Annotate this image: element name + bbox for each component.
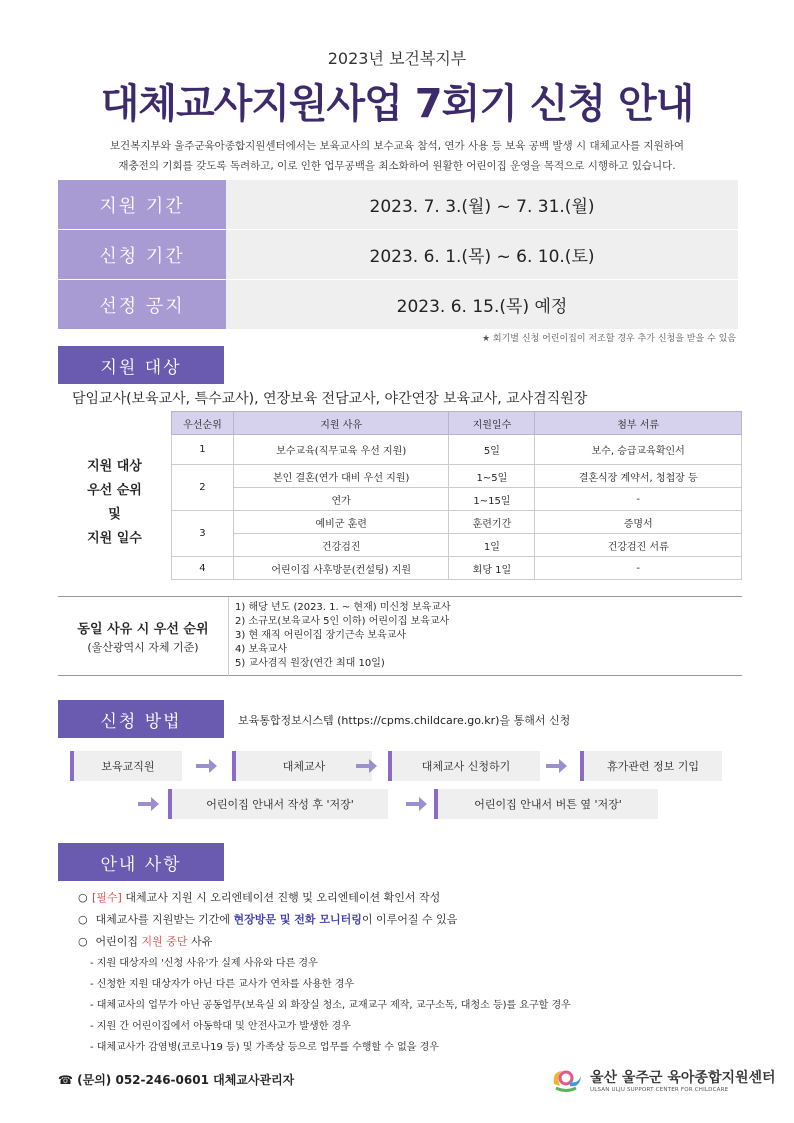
notice-highlight: 지원 중단 — [141, 935, 188, 948]
days-cell: 1일 — [449, 534, 535, 557]
intro-line-1: 보건복지부와 울주군육아종합지원센터에서는 보육교사의 보수교육 참석, 연가 사용 등 보육 공백 발생 시 대체교사를 지원하여 — [109, 140, 685, 152]
schedule-label: 선정 공지 — [58, 280, 226, 329]
rank-cell: 3 — [172, 511, 234, 557]
schedule-value: 2023. 6. 1.(목) ~ 6. 10.(토) — [226, 230, 738, 279]
page-title: 대체교사지원사업 7회기 신청 안내 — [100, 81, 694, 127]
section-header-notice: 안내 사항 — [58, 843, 224, 881]
days-cell: 훈련기간 — [449, 511, 535, 534]
schedule-row-support-period — [58, 180, 738, 229]
days-cell: 1~5일 — [449, 465, 535, 488]
arrow-right-icon — [136, 794, 160, 814]
priority-left-line: 지원 대상 — [87, 459, 142, 474]
docs-cell: - — [535, 557, 742, 580]
arrow-right-icon — [194, 756, 218, 776]
schedule-label: 신청 기간 — [58, 230, 226, 279]
tie-break-title: 동일 사유 시 우선 순위 — [77, 622, 209, 637]
reason-cell: 본인 결혼(연가 대비 우선 지원) — [233, 465, 449, 488]
tie-break-label — [58, 597, 228, 676]
target-text: 담임교사(보육교사, 특수교사), 연장보육 전담교사, 야간연장 보육교사, 교사겸직원장 — [72, 391, 588, 407]
flow-step-2: 대체교사 — [232, 751, 372, 781]
rank-cell: 4 — [172, 557, 234, 580]
reason-cell: 어린이집 사후방문(컨설팅) 지원 — [233, 557, 449, 580]
notice-highlight: 현장방문 및 전화 모니터링 — [233, 913, 362, 926]
notice-text: 대체교사를 지원받는 기간에 — [92, 913, 234, 926]
col-header: 우선순위 — [172, 412, 234, 435]
arrow-right-icon — [354, 756, 378, 776]
notice-text: 어린이집 — [92, 935, 142, 948]
contact-info — [58, 1071, 294, 1088]
list-item: 1) 해당 년도 (2023. 1. ~ 현재) 미신청 보육교사 — [235, 602, 451, 613]
list-item: - 지원 간 어린이집에서 아동학대 및 안전사고가 발생한 경우 — [90, 1021, 351, 1032]
list-item: 3) 현 재직 어린이집 장기근속 보육교사 — [235, 630, 407, 641]
docs-cell: - — [535, 488, 742, 511]
days-cell: 1~15일 — [449, 488, 535, 511]
center-logo — [550, 1066, 776, 1094]
table-row — [172, 488, 742, 511]
docs-cell: 건강검진 서류 — [535, 534, 742, 557]
schedule-row-selection-notice — [58, 280, 738, 329]
required-tag: [필수] — [92, 891, 122, 904]
list-item: 2) 소규모(보육교사 5인 이하) 어린이집 보육교사 — [235, 616, 450, 627]
col-header: 지원일수 — [449, 412, 535, 435]
rank-cell: 2 — [172, 465, 234, 511]
list-item: 4) 보육교사 — [235, 644, 288, 655]
flow-step-1: 보육교직원 — [70, 751, 182, 781]
notice-text: 사유 — [187, 935, 213, 948]
reason-cell: 예비군 훈련 — [233, 511, 449, 534]
circle-bullet-icon: ○ — [78, 935, 88, 948]
schedule-table — [58, 180, 738, 330]
flow-step-5: 어린이집 안내서 작성 후 '저장' — [168, 789, 388, 819]
priority-table — [171, 411, 742, 580]
list-item: - 신청한 지원 대상자가 아닌 다른 교사가 연차를 사용한 경우 — [90, 979, 355, 990]
list-item: - 대체교사가 감염병(코로나19 등) 및 가족상 등으로 업무를 수행할 수 없을 경우 — [90, 1042, 439, 1053]
schedule-note: ★ 회기별 신청 어린이집이 저조할 경우 추가 신청을 받을 수 있음 — [481, 334, 736, 344]
table-row — [172, 435, 742, 465]
days-cell: 회당 1일 — [449, 557, 535, 580]
flow-step-3: 대체교사 신청하기 — [388, 751, 540, 781]
table-row — [172, 557, 742, 580]
list-item: - 지원 대상자의 '신청 사유'가 실제 사유와 다른 경우 — [90, 958, 318, 969]
suspension-reasons — [90, 953, 758, 1058]
notice-text: 대체교사 지원 시 오리엔테이션 진행 및 오리엔테이션 확인서 작성 — [121, 891, 441, 904]
notice-item — [78, 931, 758, 953]
days-cell: 5일 — [449, 435, 535, 465]
col-header: 첨부 서류 — [535, 412, 742, 435]
flow-step-4: 휴가관련 정보 기입 — [580, 751, 722, 781]
schedule-value: 2023. 7. 3.(월) ~ 7. 31.(월) — [226, 180, 738, 229]
table-row — [172, 511, 742, 534]
schedule-value: 2023. 6. 15.(목) 예정 — [226, 280, 738, 329]
phone-icon: ☎ — [58, 1073, 73, 1087]
list-item: - 대체교사의 업무가 아닌 공동업무(보육실 외 화장실 청소, 교재교구 제작, 교구소독, 대청소 등)를 요구할 경우 — [90, 1000, 571, 1011]
col-header: 지원 사유 — [233, 412, 449, 435]
circle-bullet-icon: ○ — [78, 913, 88, 926]
reason-cell: 건강검진 — [233, 534, 449, 557]
priority-left-label — [58, 411, 171, 595]
contact-text: (문의) 052-246-0601 대체교사관리자 — [77, 1073, 295, 1087]
arrow-right-icon — [544, 756, 568, 776]
logo-text — [590, 1067, 776, 1093]
section-header-target: 지원 대상 — [58, 346, 224, 384]
reason-cell: 보수교육(직무교육 우선 지원) — [233, 435, 449, 465]
docs-cell: 결혼식장 계약서, 청첩장 등 — [535, 465, 742, 488]
notice-item — [78, 909, 758, 931]
subtitle: 2023년 보건복지부 — [327, 49, 467, 68]
apply-text: 보육통합정보시스템 (https://cpms.childcare.go.kr)을 통해서 신청 — [238, 714, 571, 727]
notice-text: 이 이루어질 수 있음 — [361, 913, 458, 926]
logo-name: 울산 울주군 육아종합지원센터 — [590, 1070, 776, 1086]
arrow-right-icon — [404, 794, 428, 814]
notice-item — [78, 887, 758, 909]
priority-left-line: 우선 순위 — [87, 483, 142, 498]
priority-left-line: 및 — [108, 507, 121, 522]
notice-list — [78, 887, 758, 1058]
tie-break-subtitle: (울산광역시 자체 기준) — [87, 641, 199, 654]
priority-header-row — [172, 412, 742, 435]
intro-text — [40, 136, 754, 176]
intro-line-2: 재충전의 기회를 갖도록 독려하고, 이로 인한 업무공백을 최소화하여 원활한 어린이집 운영을 목적으로 시행하고 있습니다. — [118, 160, 676, 172]
flow-step-6: 어린이집 안내서 버튼 옆 '저장' — [434, 789, 658, 819]
rank-cell: 1 — [172, 435, 234, 465]
docs-cell: 증명서 — [535, 511, 742, 534]
schedule-row-apply-period — [58, 230, 738, 279]
tie-break-list — [228, 597, 742, 676]
circle-bullet-icon: ○ — [78, 891, 88, 904]
table-row — [172, 465, 742, 488]
logo-english: ULSAN ULJU SUPPORT CENTER FOR CHILDCARE — [590, 1087, 729, 1093]
priority-left-line: 지원 일수 — [87, 531, 142, 546]
table-row — [172, 534, 742, 557]
center-logo-icon — [550, 1066, 584, 1094]
section-header-apply: 신청 방법 — [58, 700, 224, 738]
reason-cell: 연가 — [233, 488, 449, 511]
list-item: 5) 교사겸직 원장(연간 최대 10일) — [235, 658, 385, 669]
docs-cell: 보수, 승급교육확인서 — [535, 435, 742, 465]
tie-break-block — [58, 596, 742, 676]
schedule-label: 지원 기간 — [58, 180, 226, 229]
